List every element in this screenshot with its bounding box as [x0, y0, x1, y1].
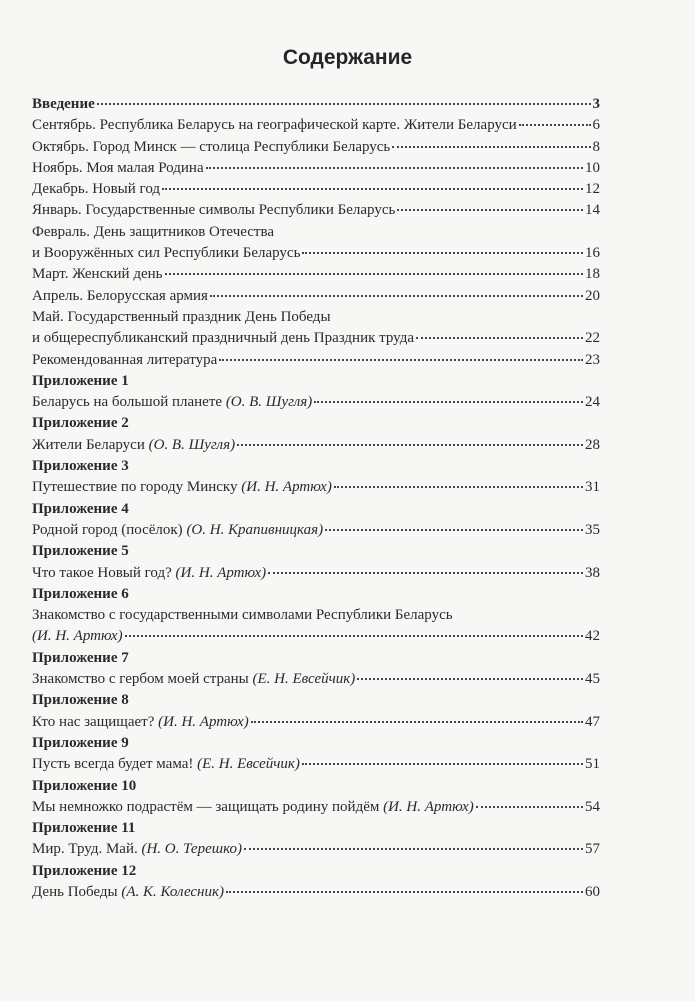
toc-entry-title: и общереспубликанский праздничный день Праздник труда: [32, 330, 415, 347]
appendix-title-text: Беларусь на большой планете: [32, 394, 226, 411]
appendix-title: [32, 712, 249, 733]
dot-leader: [392, 145, 590, 148]
toc-entry-title: и Вооружённых сил Республики Беларусь: [32, 245, 301, 262]
page-number: 14: [585, 202, 600, 219]
appendix-title: [32, 520, 323, 541]
page-number: 8: [592, 138, 600, 155]
appendix-author: (А. К. Колесник): [121, 883, 225, 900]
page-number: 60: [585, 883, 600, 900]
page-number: 45: [585, 671, 600, 688]
dot-leader: [519, 123, 591, 126]
appendix-entry: [32, 456, 600, 499]
appendix-title-text: Кто нас защищает?: [32, 713, 159, 730]
dot-leader: [476, 805, 583, 808]
appendix-row: [32, 754, 600, 775]
appendix-row: [32, 392, 600, 413]
toc-entry: [32, 286, 600, 307]
dot-leader: [334, 485, 583, 488]
toc-entry-title: Ноябрь. Моя малая Родина: [32, 159, 204, 176]
appendix-author: (О. Н. Крапивницкая): [186, 521, 324, 538]
appendix-heading: Приложение 2: [32, 415, 129, 432]
toc-entry-title: Январь. Государственные символы Республики Беларусь: [32, 202, 396, 219]
toc-entry-row: [32, 137, 600, 158]
appendix-title-text: Родной город (посёлок): [32, 521, 187, 538]
page-number: 23: [585, 351, 600, 368]
toc-entry: [32, 200, 600, 221]
dot-leader: [226, 890, 583, 893]
dot-leader: [251, 720, 583, 723]
appendix-author: (Е. Н. Евсейчик): [252, 671, 356, 688]
dot-leader: [244, 847, 583, 850]
dot-leader: [416, 336, 583, 339]
page-number: 31: [585, 479, 600, 496]
appendix-heading: Приложение 12: [32, 862, 137, 879]
dot-leader: [165, 272, 584, 275]
appendix-title-text: Путешествие по городу Минску: [32, 479, 242, 496]
toc-entry-title: Декабрь. Новый год: [32, 181, 161, 198]
appendix-title: [32, 435, 235, 456]
appendix-row: [32, 669, 600, 690]
dot-leader: [219, 358, 583, 361]
page-number: 38: [585, 564, 600, 581]
appendix-heading: Приложение 11: [32, 820, 136, 837]
appendix-row: [32, 882, 600, 903]
dot-leader: [302, 762, 583, 765]
appendix-title-text: Мы немножко подрастём — защищать родину пойдём: [32, 798, 384, 815]
toc-entry-row: [32, 158, 600, 179]
appendix-title: [32, 839, 242, 860]
page-number: 54: [585, 798, 600, 815]
appendix-row: [32, 520, 600, 541]
appendix-title-text: Пусть всегда будет мама!: [32, 756, 198, 773]
page-number: 16: [585, 245, 600, 262]
page-number: 10: [585, 159, 600, 176]
toc-entry-row: [32, 243, 600, 264]
page-number: 51: [585, 756, 600, 773]
appendix-entry: [32, 690, 600, 733]
appendix-entry: [32, 584, 600, 648]
dot-leader: [302, 251, 583, 254]
appendix-title-text: Что такое Новый год?: [32, 564, 176, 581]
dot-leader: [397, 208, 583, 211]
toc-entry: [32, 158, 600, 179]
page-number: 12: [585, 181, 600, 198]
appendix-title-text: Знакомство с гербом моей страны: [32, 671, 253, 688]
appendix-author: (О. В. Шугля): [148, 436, 236, 453]
toc-entry-title: Апрель. Белорусская армия: [32, 287, 208, 304]
page-title: Содержание: [282, 46, 413, 69]
appendix-row: [32, 712, 600, 733]
appendix-entry: [32, 499, 600, 542]
toc-entry: [32, 264, 600, 285]
appendix-row: [32, 563, 600, 584]
appendix-title: [32, 797, 474, 818]
appendix-author: (И. Н. Артюх): [383, 798, 474, 815]
page-number: 24: [585, 394, 600, 411]
toc-entry-title: Введение: [32, 96, 95, 112]
toc-entry-row: [32, 264, 600, 285]
appendix-title: [32, 477, 332, 498]
toc-entry: [32, 94, 600, 115]
appendix-heading: Приложение 4: [32, 500, 129, 517]
dot-leader: [97, 102, 591, 105]
appendix-row: [32, 477, 600, 498]
toc-entry-row: [32, 179, 600, 200]
appendix-row: [32, 626, 600, 647]
toc-entry-line: Февраль. День защитников Отечества: [32, 223, 275, 240]
page-number: 3: [592, 96, 600, 112]
appendix-entry: [32, 541, 600, 584]
appendix-heading: Приложение 3: [32, 458, 129, 475]
toc-entry: [32, 222, 600, 265]
toc-entry: [32, 179, 600, 200]
page-number: 6: [592, 117, 600, 134]
appendix-entry: [32, 776, 600, 819]
appendix-entry: [32, 861, 600, 904]
appendix-title: [32, 882, 224, 903]
appendix-title: [32, 669, 355, 690]
appendix-heading: Приложение 8: [32, 692, 129, 709]
toc-entry: [32, 307, 600, 350]
page-number: 22: [585, 330, 600, 347]
appendix-heading: Приложение 1: [32, 372, 129, 389]
page-number: 42: [585, 628, 600, 645]
dot-leader: [237, 443, 583, 446]
dot-leader: [314, 400, 583, 403]
page-number: 47: [585, 713, 600, 730]
dot-leader: [268, 571, 583, 574]
dot-leader: [210, 294, 583, 297]
dot-leader: [357, 677, 583, 680]
appendix-entry: [32, 371, 600, 414]
toc-entry-row: [32, 94, 600, 115]
appendix-heading: Приложение 9: [32, 734, 129, 751]
toc-entry: [32, 115, 600, 136]
toc-entry-row: [32, 115, 600, 136]
toc-entry-title: Октябрь. Город Минск — столица Республики Беларусь: [32, 138, 391, 155]
appendix-entry: [32, 648, 600, 691]
table-of-contents: [32, 94, 600, 903]
toc-entry-title: Март. Женский день: [32, 266, 163, 283]
toc-entry-row: [32, 200, 600, 221]
appendix-title-text: Жители Беларуси: [32, 436, 149, 453]
appendix-title: [32, 392, 312, 413]
toc-entry-title: Рекомендованная литература: [32, 351, 218, 368]
dot-leader: [206, 166, 583, 169]
toc-entry-line: Май. Государственный праздник День Победы: [32, 308, 331, 325]
appendix-author: (И. Н. Артюх): [32, 628, 123, 645]
appendix-title: [32, 626, 123, 647]
appendix-heading: Приложение 10: [32, 777, 137, 794]
appendix-title: [32, 563, 266, 584]
appendix-heading: Приложение 7: [32, 649, 129, 666]
appendix-entry: [32, 413, 600, 456]
appendix-heading: Приложение 5: [32, 543, 129, 560]
dot-leader: [125, 634, 583, 637]
appendix-author: (О. В. Шугля): [225, 394, 313, 411]
appendix-author: (И. Н. Артюх): [241, 479, 332, 496]
page-number: 35: [585, 521, 600, 538]
toc-entry-row: [32, 286, 600, 307]
appendix-heading: Приложение 6: [32, 585, 129, 602]
appendix-author: (И. Н. Артюх): [175, 564, 267, 581]
page-number: 57: [585, 841, 600, 858]
appendix-title-text: День Победы: [32, 883, 122, 900]
dot-leader: [325, 528, 583, 531]
appendix-row: [32, 435, 600, 456]
appendix-author: (И. Н. Артюх): [158, 713, 249, 730]
appendix-row: [32, 839, 600, 860]
appendix-author: (Е. Н. Евсейчик): [197, 756, 300, 773]
appendix-title-line: Знакомство с государственными символами Республики Беларусь: [32, 607, 453, 624]
appendix-title-text: Мир. Труд. Май.: [32, 841, 142, 858]
toc-entry: [32, 350, 600, 371]
toc-entry: [32, 137, 600, 158]
toc-entry-title: Сентябрь. Республика Беларусь на географической карте. Жители Беларуси: [32, 117, 517, 134]
appendix-entry: [32, 818, 600, 861]
page-number: 28: [585, 436, 600, 453]
page-number: 18: [585, 266, 600, 283]
dot-leader: [162, 187, 583, 190]
appendix-author: (Н. О. Терешко): [141, 841, 243, 858]
toc-entry-row: [32, 328, 600, 349]
appendix-row: [32, 797, 600, 818]
page-number: 20: [585, 287, 600, 304]
appendix-entry: [32, 733, 600, 776]
toc-entry-row: [32, 350, 600, 371]
appendix-title: [32, 754, 300, 775]
